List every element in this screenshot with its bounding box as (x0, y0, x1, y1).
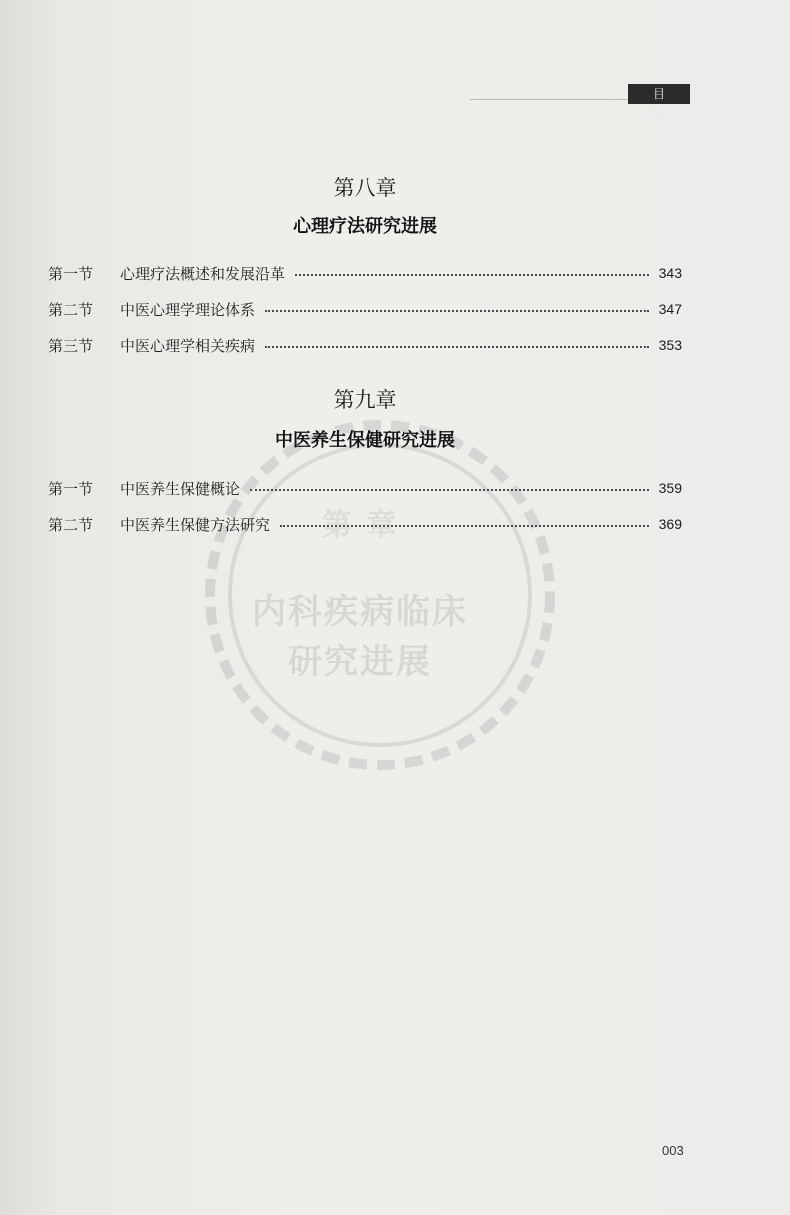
chapter-title: 中医养生保健研究进展 (275, 430, 455, 451)
toc-entry[interactable] (48, 476, 682, 500)
bleed-through-chapter: 第 章 (321, 508, 399, 543)
toc-section-title: 中医心理学相关疾病 (120, 336, 256, 355)
toc-entry[interactable] (48, 333, 682, 357)
toc-entry[interactable] (48, 512, 682, 536)
toc-page-number: 347 (658, 301, 682, 317)
page-folio: 003 (662, 1143, 684, 1158)
bleed-through-title-1: 内科疾病临床 (252, 592, 468, 632)
toc-section-number: 第一节 (48, 264, 94, 283)
bleed-through-title-2: 研究进展 (288, 642, 432, 682)
chapter-title: 心理疗法研究进展 (293, 216, 437, 237)
toc-section-number: 第二节 (48, 300, 94, 319)
toc-section-number: 第二节 (48, 515, 94, 534)
toc-entry[interactable] (48, 297, 682, 321)
toc-section-title: 中医心理学理论体系 (120, 300, 256, 319)
toc-leader-dots (280, 525, 649, 527)
toc-section-title: 心理疗法概述和发展沿革 (120, 264, 286, 283)
toc-page-number: 359 (658, 480, 682, 496)
toc-entry[interactable] (48, 261, 682, 285)
toc-leader-dots (295, 274, 649, 276)
toc-page-number: 369 (658, 516, 682, 532)
chapter-number: 第八章 (333, 176, 397, 200)
chapter-number: 第九章 (333, 388, 397, 412)
toc-page-number: 343 (658, 265, 682, 281)
toc-section-number: 第三节 (48, 336, 94, 355)
toc-page-number: 353 (658, 337, 682, 353)
toc-section-title: 中医养生保健方法研究 (120, 515, 271, 534)
toc-section-number: 第一节 (48, 479, 94, 498)
toc-leader-dots (265, 310, 649, 312)
running-header-tag: 目 录 (628, 84, 690, 104)
toc-leader-dots (250, 489, 649, 491)
toc-section-title: 中医养生保健概论 (120, 479, 241, 498)
toc-leader-dots (265, 346, 649, 348)
